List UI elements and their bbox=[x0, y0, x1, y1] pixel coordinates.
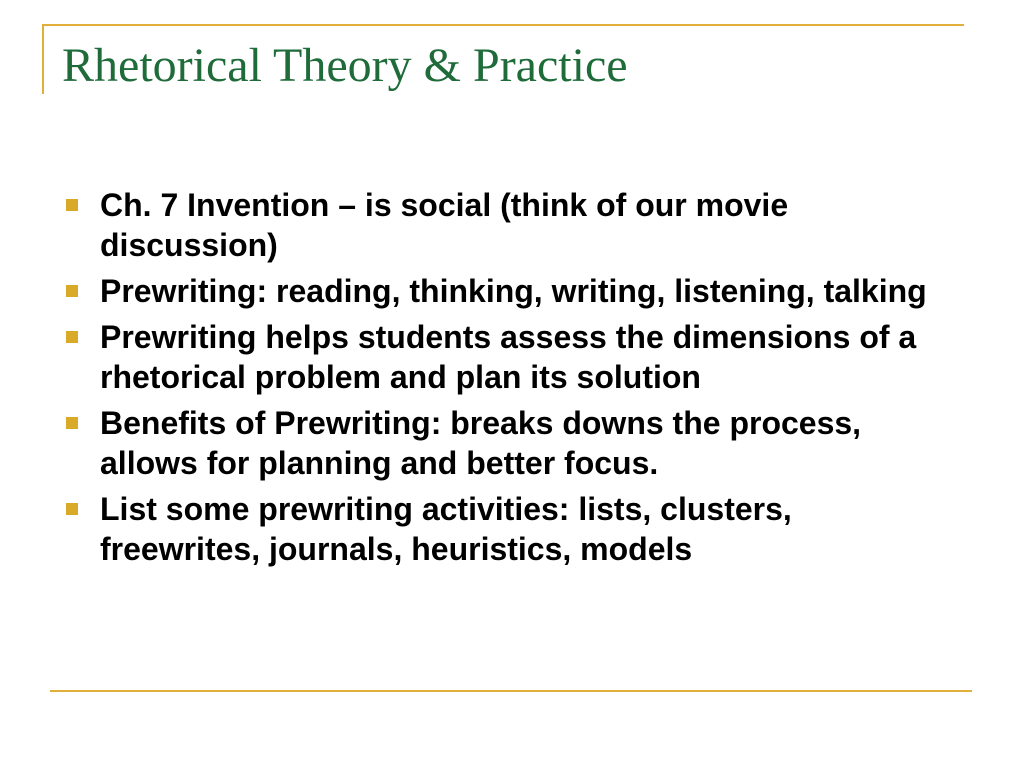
bullet-text: Prewriting: reading, thinking, writing, listening, talking bbox=[100, 273, 927, 309]
bullet-item bbox=[62, 317, 942, 397]
bottom-rule bbox=[50, 690, 972, 692]
bullet-item bbox=[62, 271, 942, 311]
square-bullet-icon bbox=[66, 503, 78, 515]
top-rule bbox=[42, 24, 964, 26]
bullet-text: List some prewriting activities: lists, clusters, freewrites, journals, heuristics, models bbox=[100, 491, 792, 567]
square-bullet-icon bbox=[66, 417, 78, 429]
slide-title: Rhetorical Theory & Practice bbox=[62, 39, 628, 92]
square-bullet-icon bbox=[66, 285, 78, 297]
bullet-text: Prewriting helps students assess the dimensions of a rhetorical problem and plan its solution bbox=[100, 319, 917, 395]
bullet-item bbox=[62, 403, 942, 483]
bullet-list bbox=[62, 185, 942, 575]
bullet-text: Ch. 7 Invention – is social (think of our movie discussion) bbox=[100, 187, 789, 263]
bullet-item bbox=[62, 489, 942, 569]
square-bullet-icon bbox=[66, 331, 78, 343]
bullet-item bbox=[62, 185, 942, 265]
left-rule bbox=[42, 24, 44, 94]
bullet-text: Benefits of Prewriting: breaks downs the process, allows for planning and better focus. bbox=[100, 405, 862, 481]
square-bullet-icon bbox=[66, 199, 78, 211]
